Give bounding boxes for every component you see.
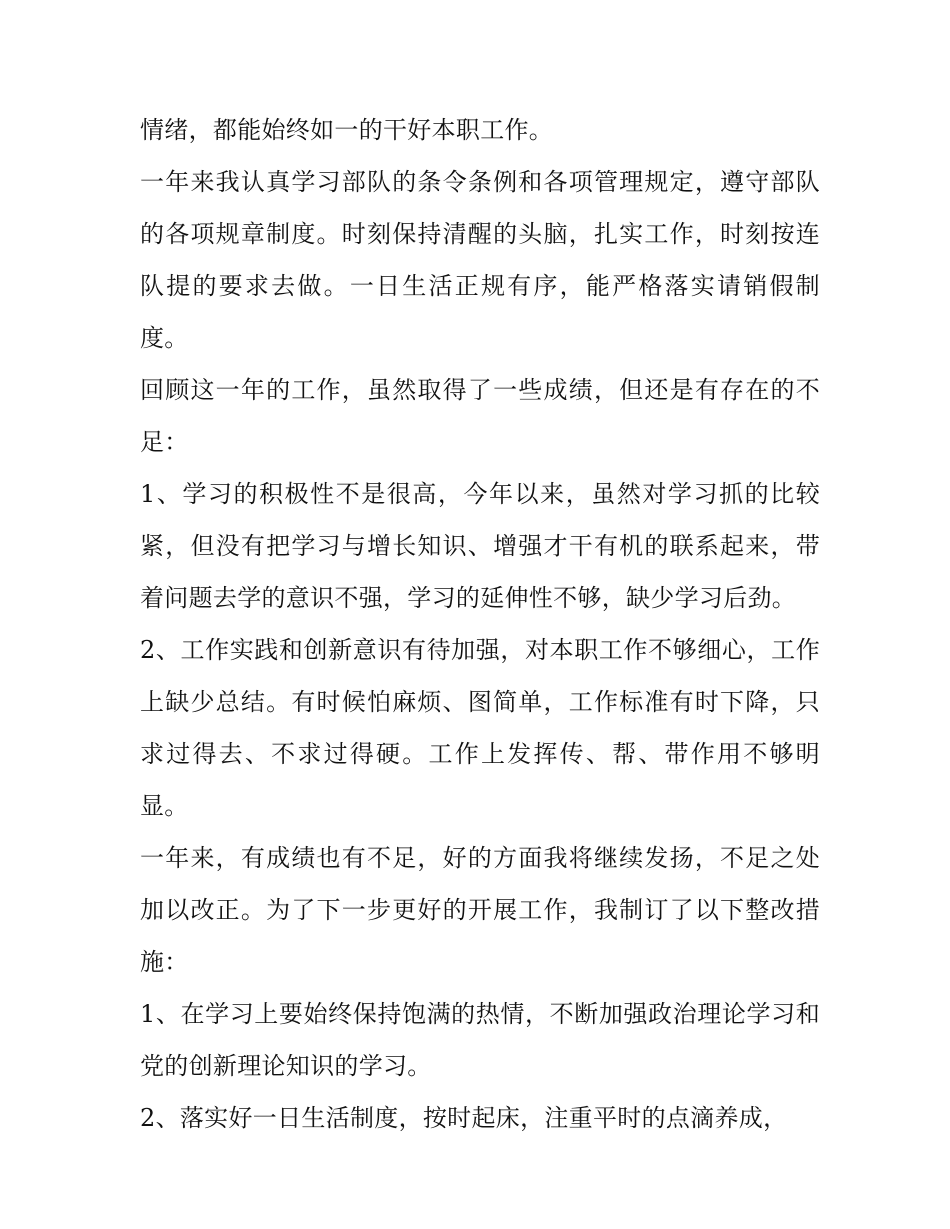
paragraph-3: 回顾这一年的工作，虽然取得了一些成绩，但还是有存在的不足： [140, 376, 820, 456]
paragraph-8: 2、落实好一日生活制度，按时起床，注重平时的点滴养成， [140, 1104, 788, 1132]
paragraph-6: 一年来，有成绩也有不足，好的方面我将继续发扬，不足之处加以改正。为了下一步更好的开展工作，我制订了以下整改措施： [140, 844, 820, 976]
paragraph-1: 情绪，都能始终如一的干好本职工作。 [140, 116, 554, 144]
paragraph-4: 1、学习的积极性不是很高，今年以来，虽然对学习抓的比较紧，但没有把学习与增长知识、增强才干有机的联系起来，带着问题去学的意识不强，学习的延伸性不够，缺少学习后劲。 [140, 480, 820, 612]
document-body [140, 104, 820, 1144]
paragraph-7: 1、在学习上要始终保持饱满的热情，不断加强政治理论学习和党的创新理论知识的学习。 [140, 1000, 820, 1080]
paragraph-5: 2、工作实践和创新意识有待加强，对本职工作不够细心，工作上缺少总结。有时候怕麻烦、图简单，工作标准有时下降，只求过得去、不求过得硬。工作上发挥传、帮、带作用不够明显。 [140, 636, 820, 820]
paragraph-2: 一年来我认真学习部队的条令条例和各项管理规定，遵守部队的各项规章制度。时刻保持清醒的头脑，扎实工作，时刻按连队提的要求去做。一日生活正规有序，能严格落实请销假制度。 [140, 168, 820, 352]
